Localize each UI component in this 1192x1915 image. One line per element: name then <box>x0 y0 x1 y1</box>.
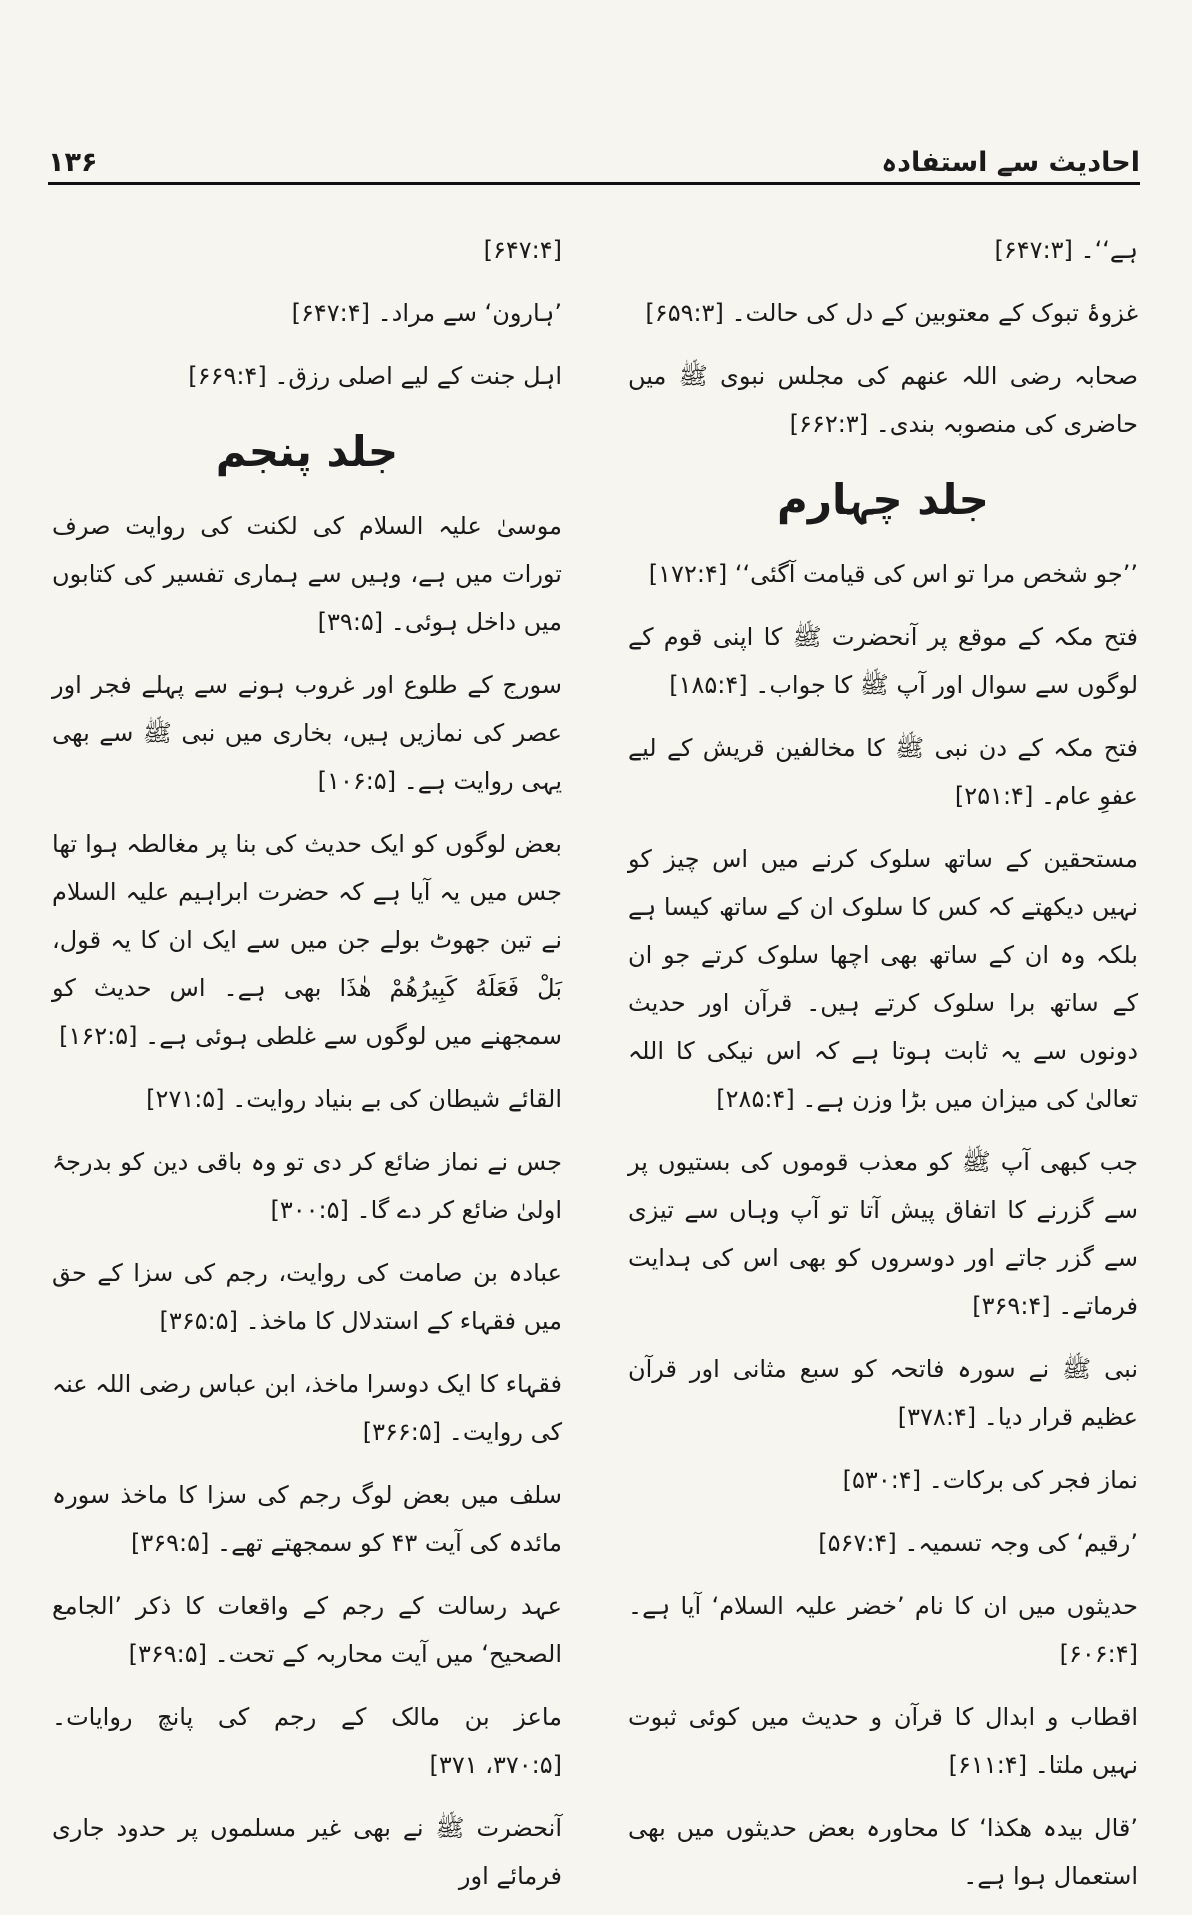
entry-text: نبی ﷺ نے سورہ فاتحہ کو سبع مثانی اور قرآن عظیم قرار دیا۔ <box>628 1355 1138 1431</box>
entry-text: عبادہ بن صامت کی روایت، رجم کی سزا کے حق میں فقہاء کے استدلال کا ماخذ۔ <box>52 1259 562 1335</box>
index-entry <box>52 1582 562 1678</box>
entry-text: حدیثوں میں ان کا نام ’خضر علیہ السلام‘ آیا ہے۔ <box>628 1592 1138 1620</box>
entry-text: القائے شیطان کی بے بنیاد روایت۔ <box>224 1085 562 1113</box>
index-entry <box>52 289 562 337</box>
entry-reference: [۶۴۷:۴] <box>291 299 370 327</box>
running-title: احادیث سے استفادہ <box>881 147 1140 178</box>
entry-text: مستحقین کے ساتھ سلوک کرنے میں اس چیز کو نہیں دیکھتے کہ کس کا سلوک ان کے ساتھ کیسا ہے بلکہ وہ ان کے ساتھ بھی اچھا سلوک کرتے جو ان کے ساتھ برا سلوک کرتے ہیں۔ قرآن اور حدیث دونوں سے یہ ثابت ہوتا ہے کہ اس نیکی کا اللہ تعالیٰ کی میزان میں بڑا وزن ہے۔ <box>628 845 1138 1113</box>
header-rule <box>48 182 1140 185</box>
index-entry <box>52 820 562 1060</box>
index-entry <box>628 1693 1138 1789</box>
index-entry <box>52 1360 562 1456</box>
index-entry <box>52 1471 562 1567</box>
index-entry <box>628 352 1138 448</box>
index-entry <box>628 1345 1138 1441</box>
entry-text: ہے‘‘۔ <box>1072 236 1138 264</box>
volume-heading: جلد پنجم <box>215 427 399 476</box>
index-entry <box>628 613 1138 709</box>
entry-reference: [۶۱۱:۴] <box>948 1751 1028 1779</box>
entry-reference: [۶۶۹:۴] <box>188 362 267 390</box>
entry-reference: [۶۰۶:۴] <box>1059 1640 1138 1668</box>
index-entry <box>628 1138 1138 1330</box>
entry-reference: [۳۷۰:۵، ۳۷۱] <box>429 1751 562 1779</box>
index-entry <box>52 226 562 274</box>
entry-reference: [۱۸۵:۴] <box>669 671 748 699</box>
entry-text: غزوۂ تبوک کے معتوبین کے دل کی حالت۔ <box>723 299 1138 327</box>
index-entry <box>628 724 1138 820</box>
entry-reference: [۳۶۹:۵] <box>131 1529 210 1557</box>
entry-text: عہد رسالت کے رجم کے واقعات کا ذکر ’الجامع الصحیح‘ میں آیت محاربہ کے تحت۔ <box>52 1592 562 1668</box>
index-entry <box>52 352 562 400</box>
entry-text: سورج کے طلوع اور غروب ہونے سے پہلے فجر اور عصر کی نمازیں ہیں، بخاری میں نبی ﷺ سے بھی یہی روایت ہے۔ <box>52 671 562 795</box>
index-entry <box>52 1075 562 1123</box>
entry-reference: [۱۶۲:۵] <box>59 1022 138 1050</box>
entry-reference: [۱۷۲:۴] <box>648 560 728 588</box>
entry-text: فتح مکہ کے دن نبی ﷺ کا مخالفین قریش کے لیے عفوِ عام۔ <box>628 734 1138 810</box>
index-entry <box>52 661 562 805</box>
index-entry <box>52 1249 562 1345</box>
index-entry <box>628 226 1138 274</box>
entry-text: ماعز بن مالک کے رجم کی پانچ روایات۔ <box>52 1703 562 1731</box>
entry-text: سلف میں بعض لوگ رجم کی سزا کا ماخذ سورہ مائدہ کی آیت ۴۳ کو سمجھتے تھے۔ <box>52 1481 562 1557</box>
entry-reference: [۶۵۹:۳] <box>645 299 724 327</box>
entry-reference: [۳۰۰:۵] <box>270 1196 349 1224</box>
entry-text: اقطاب و ابدال کا قرآن و حدیث میں کوئی ثبوت نہیں ملتا۔ <box>628 1703 1138 1779</box>
entry-text: صحابہ رضی اللہ عنھم کی مجلس نبوی ﷺ میں حاضری کی منصوبہ بندی۔ <box>628 362 1138 438</box>
entry-text: موسیٰ علیہ السلام کی لکنت کی روایت صرف تورات میں ہے، وہیں سے ہماری تفسیر کی کتابوں میں داخل ہوئی۔ <box>52 512 562 636</box>
left-column <box>52 226 562 1915</box>
page-number: ۱۳۶ <box>48 147 98 178</box>
index-entry <box>628 1804 1138 1900</box>
entry-reference: [۵۶۷:۴] <box>818 1529 897 1557</box>
entry-text: اہل جنت کے لیے اصلی رزق۔ <box>266 362 562 390</box>
entry-text: فقہاء کا ایک دوسرا ماخذ، ابن عباس رضی اللہ عنہ کی روایت۔ <box>52 1370 562 1446</box>
volume-heading: جلد چہارم <box>777 475 989 524</box>
index-entry <box>628 1519 1138 1567</box>
entry-text: ’’جو شخص مرا تو اس کی قیامت آگئی‘‘ <box>727 560 1138 588</box>
index-entry <box>52 1804 562 1900</box>
running-header <box>48 138 1140 178</box>
entry-reference: [۳۶۹:۴] <box>972 1292 1051 1320</box>
index-entry <box>628 289 1138 337</box>
entry-reference: [۲۷۱:۵] <box>146 1085 225 1113</box>
entry-reference: [۵۳۰:۴] <box>842 1466 922 1494</box>
entry-reference: [۲۸۵:۴] <box>716 1085 795 1113</box>
entry-text: نماز فجر کی برکات۔ <box>921 1466 1138 1494</box>
entry-reference: [۲۵۱:۴] <box>954 782 1034 810</box>
entry-reference: [۶۴۷:۴] <box>483 236 562 264</box>
entry-text: ’ہارون‘ سے مراد۔ <box>369 299 562 327</box>
entry-text: ’قال بیدہ ھکذا‘ کا محاورہ بعض حدیثوں میں بھی استعمال ہوا ہے۔ <box>628 1814 1138 1890</box>
entry-text: جس نے نماز ضائع کر دی تو وہ باقی دین کو بدرجۂ اولیٰ ضائع کر دے گا۔ <box>52 1148 562 1224</box>
entry-text: جب کبھی آپ ﷺ کو معذب قوموں کی بستیوں پر سے گزرنے کا اتفاق پیش آتا تو آپ وہاں سے تیزی سے گزر جاتے اور دوسروں کو بھی اس کی ہدایت فرماتے۔ <box>628 1148 1138 1320</box>
index-entry <box>628 550 1138 598</box>
index-entry <box>52 502 562 646</box>
entry-reference: [۳۶۶:۵] <box>362 1418 442 1446</box>
index-entry <box>628 835 1138 1123</box>
entry-reference: [۳۶۵:۵] <box>159 1307 238 1335</box>
entry-reference: [۶۶۲:۳] <box>789 410 869 438</box>
entry-reference: [۳۷۸:۴] <box>897 1403 977 1431</box>
entry-text: بعض لوگوں کو ایک حدیث کی بنا پر مغالطہ ہوا تھا جس میں یہ آیا ہے کہ حضرت ابراہیم علیہ السلام نے تین جھوٹ بولے جن میں سے ایک ان کا یہ قول، بَلْ فَعَلَهُ كَبِيرُهُمْ هٰذَا بھی ہے۔ اس حدیث کو سمجھنے میں لوگوں سے غلطی ہوئی ہے۔ <box>52 830 562 1050</box>
entry-reference: [۳۹:۵] <box>317 608 384 636</box>
right-column <box>628 226 1138 1915</box>
entry-text: آنحضرت ﷺ نے بھی غیر مسلموں پر حدود جاری فرمائے اور <box>52 1814 562 1890</box>
index-entry <box>628 1582 1138 1678</box>
index-entry <box>628 1456 1138 1504</box>
index-entry <box>52 1138 562 1234</box>
entry-text: ’رقیم‘ کی وجہ تسمیہ۔ <box>896 1529 1138 1557</box>
entry-text: فتح مکہ کے موقع پر آنحضرت ﷺ کا اپنی قوم کے لوگوں سے سوال اور آپ ﷺ کا جواب۔ <box>628 623 1138 699</box>
entry-reference: [۱۰۶:۵] <box>317 767 397 795</box>
entry-reference: [۶۴۷:۳] <box>994 236 1073 264</box>
entry-reference: [۳۶۹:۵] <box>128 1640 208 1668</box>
index-entry <box>52 1693 562 1789</box>
